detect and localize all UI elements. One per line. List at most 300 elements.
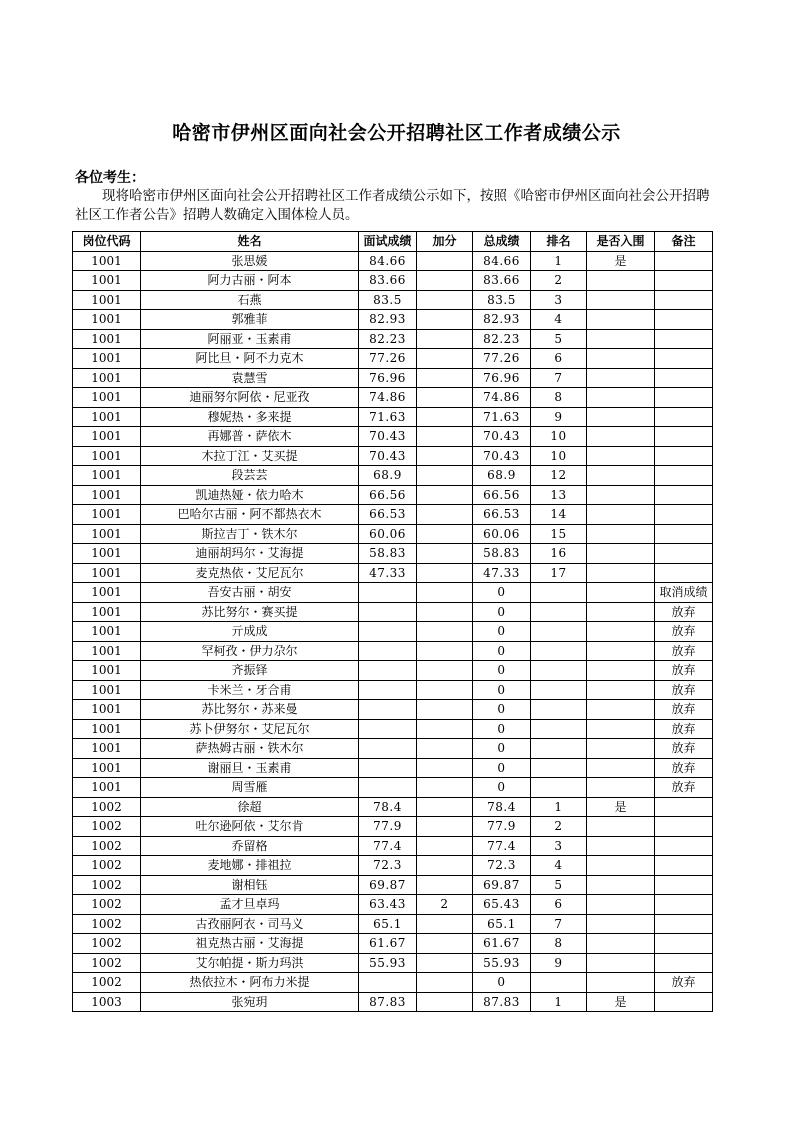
cell-interview-score: 63.43 xyxy=(359,895,417,915)
cell-shortlisted xyxy=(587,641,655,661)
cell-bonus xyxy=(417,563,473,583)
table-row xyxy=(73,700,713,720)
cell-rank: 12 xyxy=(531,466,587,486)
cell-shortlisted xyxy=(587,485,655,505)
table-header-row xyxy=(73,232,713,252)
cell-interview-score: 76.96 xyxy=(359,368,417,388)
cell-bonus xyxy=(417,407,473,427)
cell-interview-score: 61.67 xyxy=(359,934,417,954)
cell-interview-score: 84.66 xyxy=(359,251,417,271)
cell-interview-score: 72.3 xyxy=(359,856,417,876)
header-name: 姓名 xyxy=(141,232,359,252)
cell-name: 张宛玥 xyxy=(141,992,359,1012)
cell-rank: 14 xyxy=(531,505,587,525)
table-row xyxy=(73,310,713,330)
cell-rank xyxy=(531,622,587,642)
cell-shortlisted: 是 xyxy=(587,992,655,1012)
cell-rank: 10 xyxy=(531,446,587,466)
cell-post-code: 1001 xyxy=(73,563,141,583)
cell-bonus xyxy=(417,836,473,856)
header-shortlisted: 是否入围 xyxy=(587,232,655,252)
cell-remarks xyxy=(655,505,713,525)
cell-name: 祖克热古丽・艾海提 xyxy=(141,934,359,954)
cell-bonus xyxy=(417,856,473,876)
cell-total-score: 77.26 xyxy=(473,349,531,369)
cell-interview-score xyxy=(359,778,417,798)
cell-remarks: 放弃 xyxy=(655,602,713,622)
table-row xyxy=(73,797,713,817)
cell-remarks: 放弃 xyxy=(655,973,713,993)
table-row xyxy=(73,953,713,973)
cell-rank: 16 xyxy=(531,544,587,564)
intro-paragraph: 现将哈密市伊州区面向社会公开招聘社区工作者成绩公示如下，按照《哈密市伊州区面向社会公开招聘社区工作者公告》招聘人数确定入围体检人员。 xyxy=(75,188,710,223)
cell-rank xyxy=(531,973,587,993)
cell-post-code: 1001 xyxy=(73,310,141,330)
cell-bonus xyxy=(417,427,473,447)
cell-bonus: 2 xyxy=(417,895,473,915)
cell-name: 再娜普・萨依木 xyxy=(141,427,359,447)
cell-interview-score: 87.83 xyxy=(359,992,417,1012)
cell-post-code: 1002 xyxy=(73,934,141,954)
cell-total-score: 0 xyxy=(473,973,531,993)
cell-name: 古孜丽阿衣・司马义 xyxy=(141,914,359,934)
cell-total-score: 65.43 xyxy=(473,895,531,915)
cell-name: 徐超 xyxy=(141,797,359,817)
cell-rank: 7 xyxy=(531,368,587,388)
cell-shortlisted: 是 xyxy=(587,797,655,817)
cell-bonus xyxy=(417,251,473,271)
header-rank: 排名 xyxy=(531,232,587,252)
table-row xyxy=(73,485,713,505)
cell-interview-score: 47.33 xyxy=(359,563,417,583)
cell-name: 张思媛 xyxy=(141,251,359,271)
page-title: 哈密市伊州区面向社会公开招聘社区工作者成绩公示 xyxy=(172,122,621,144)
cell-total-score: 58.83 xyxy=(473,544,531,564)
cell-shortlisted xyxy=(587,875,655,895)
header-post-code: 岗位代码 xyxy=(73,232,141,252)
header-interview-score: 面试成绩 xyxy=(359,232,417,252)
cell-total-score: 68.9 xyxy=(473,466,531,486)
cell-shortlisted xyxy=(587,466,655,486)
cell-bonus xyxy=(417,290,473,310)
cell-total-score: 83.66 xyxy=(473,271,531,291)
cell-name: 亓成成 xyxy=(141,622,359,642)
cell-rank xyxy=(531,758,587,778)
cell-total-score: 70.43 xyxy=(473,427,531,447)
cell-shortlisted xyxy=(587,953,655,973)
cell-shortlisted xyxy=(587,973,655,993)
header-total-score: 总成绩 xyxy=(473,232,531,252)
cell-bonus xyxy=(417,524,473,544)
cell-post-code: 1002 xyxy=(73,973,141,993)
cell-bonus xyxy=(417,485,473,505)
cell-rank: 7 xyxy=(531,914,587,934)
cell-name: 苏卜伊努尔・艾尼瓦尔 xyxy=(141,719,359,739)
table-row xyxy=(73,895,713,915)
cell-post-code: 1001 xyxy=(73,505,141,525)
table-row xyxy=(73,388,713,408)
cell-bonus xyxy=(417,271,473,291)
cell-shortlisted xyxy=(587,700,655,720)
cell-bonus xyxy=(417,505,473,525)
cell-total-score: 60.06 xyxy=(473,524,531,544)
cell-name: 麦克热依・艾尼瓦尔 xyxy=(141,563,359,583)
cell-remarks xyxy=(655,485,713,505)
cell-interview-score: 77.26 xyxy=(359,349,417,369)
cell-total-score: 70.43 xyxy=(473,446,531,466)
cell-bonus xyxy=(417,466,473,486)
cell-name: 卡米兰・牙合甫 xyxy=(141,680,359,700)
cell-post-code: 1001 xyxy=(73,290,141,310)
table-row xyxy=(73,934,713,954)
cell-total-score: 61.67 xyxy=(473,934,531,954)
cell-remarks: 放弃 xyxy=(655,719,713,739)
cell-remarks xyxy=(655,544,713,564)
cell-total-score: 0 xyxy=(473,602,531,622)
cell-post-code: 1001 xyxy=(73,641,141,661)
cell-post-code: 1001 xyxy=(73,271,141,291)
cell-post-code: 1001 xyxy=(73,524,141,544)
table-row xyxy=(73,583,713,603)
cell-interview-score: 58.83 xyxy=(359,544,417,564)
cell-interview-score xyxy=(359,680,417,700)
cell-shortlisted xyxy=(587,934,655,954)
table-row xyxy=(73,505,713,525)
cell-post-code: 1002 xyxy=(73,817,141,837)
cell-remarks: 放弃 xyxy=(655,641,713,661)
cell-interview-score: 82.23 xyxy=(359,329,417,349)
cell-post-code: 1001 xyxy=(73,485,141,505)
cell-shortlisted xyxy=(587,778,655,798)
cell-name: 萨热姆古丽・铁木尔 xyxy=(141,739,359,759)
table-row xyxy=(73,349,713,369)
cell-total-score: 65.1 xyxy=(473,914,531,934)
cell-rank: 5 xyxy=(531,329,587,349)
cell-post-code: 1002 xyxy=(73,875,141,895)
cell-bonus xyxy=(417,992,473,1012)
cell-remarks xyxy=(655,875,713,895)
cell-interview-score: 66.56 xyxy=(359,485,417,505)
table-row xyxy=(73,680,713,700)
cell-interview-score xyxy=(359,602,417,622)
cell-name: 郭雅菲 xyxy=(141,310,359,330)
table-row xyxy=(73,661,713,681)
cell-post-code: 1001 xyxy=(73,388,141,408)
cell-bonus xyxy=(417,973,473,993)
cell-bonus xyxy=(417,817,473,837)
cell-interview-score: 74.86 xyxy=(359,388,417,408)
cell-name: 阿比旦・阿不力克木 xyxy=(141,349,359,369)
cell-post-code: 1001 xyxy=(73,680,141,700)
cell-post-code: 1001 xyxy=(73,700,141,720)
cell-rank xyxy=(531,602,587,622)
cell-shortlisted xyxy=(587,758,655,778)
cell-shortlisted xyxy=(587,329,655,349)
cell-total-score: 0 xyxy=(473,680,531,700)
cell-remarks xyxy=(655,836,713,856)
cell-total-score: 84.66 xyxy=(473,251,531,271)
cell-rank: 6 xyxy=(531,349,587,369)
cell-interview-score xyxy=(359,700,417,720)
cell-interview-score: 83.5 xyxy=(359,290,417,310)
cell-rank: 3 xyxy=(531,836,587,856)
cell-remarks xyxy=(655,329,713,349)
cell-remarks: 放弃 xyxy=(655,778,713,798)
table-row xyxy=(73,622,713,642)
cell-post-code: 1001 xyxy=(73,446,141,466)
cell-interview-score xyxy=(359,758,417,778)
table-row xyxy=(73,563,713,583)
cell-total-score: 82.93 xyxy=(473,310,531,330)
table-row xyxy=(73,856,713,876)
table-row xyxy=(73,719,713,739)
cell-shortlisted xyxy=(587,349,655,369)
cell-remarks xyxy=(655,446,713,466)
cell-total-score: 72.3 xyxy=(473,856,531,876)
cell-total-score: 66.56 xyxy=(473,485,531,505)
cell-name: 艾尔帕提・斯力玛洪 xyxy=(141,953,359,973)
cell-bonus xyxy=(417,641,473,661)
cell-shortlisted xyxy=(587,895,655,915)
cell-interview-score: 55.93 xyxy=(359,953,417,973)
greeting: 各位考生： xyxy=(75,170,145,186)
cell-shortlisted xyxy=(587,427,655,447)
cell-shortlisted xyxy=(587,524,655,544)
table-row xyxy=(73,524,713,544)
cell-remarks: 放弃 xyxy=(655,680,713,700)
cell-post-code: 1001 xyxy=(73,466,141,486)
cell-interview-score: 77.4 xyxy=(359,836,417,856)
cell-post-code: 1002 xyxy=(73,895,141,915)
cell-shortlisted xyxy=(587,388,655,408)
cell-name: 吐尔逊阿依・艾尔肯 xyxy=(141,817,359,837)
cell-shortlisted xyxy=(587,271,655,291)
cell-post-code: 1001 xyxy=(73,602,141,622)
cell-total-score: 0 xyxy=(473,719,531,739)
cell-rank: 2 xyxy=(531,271,587,291)
cell-remarks xyxy=(655,310,713,330)
cell-name: 谢丽旦・玉素甫 xyxy=(141,758,359,778)
table-row xyxy=(73,914,713,934)
cell-interview-score: 83.66 xyxy=(359,271,417,291)
cell-rank xyxy=(531,739,587,759)
cell-interview-score: 78.4 xyxy=(359,797,417,817)
cell-rank xyxy=(531,778,587,798)
cell-post-code: 1003 xyxy=(73,992,141,1012)
table-row xyxy=(73,973,713,993)
table-body xyxy=(73,251,713,1012)
cell-rank: 6 xyxy=(531,895,587,915)
cell-rank xyxy=(531,583,587,603)
cell-rank: 1 xyxy=(531,992,587,1012)
cell-interview-score: 71.63 xyxy=(359,407,417,427)
cell-shortlisted xyxy=(587,836,655,856)
cell-shortlisted xyxy=(587,622,655,642)
cell-name: 孟才旦卓玛 xyxy=(141,895,359,915)
cell-shortlisted xyxy=(587,505,655,525)
cell-total-score: 0 xyxy=(473,739,531,759)
cell-post-code: 1001 xyxy=(73,427,141,447)
cell-post-code: 1001 xyxy=(73,544,141,564)
cell-total-score: 76.96 xyxy=(473,368,531,388)
cell-total-score: 55.93 xyxy=(473,953,531,973)
cell-interview-score: 82.93 xyxy=(359,310,417,330)
cell-shortlisted xyxy=(587,817,655,837)
cell-post-code: 1002 xyxy=(73,914,141,934)
cell-shortlisted xyxy=(587,856,655,876)
cell-rank: 3 xyxy=(531,290,587,310)
cell-interview-score xyxy=(359,641,417,661)
cell-interview-score xyxy=(359,661,417,681)
cell-bonus xyxy=(417,739,473,759)
cell-name: 迪丽努尔阿依・尼亚孜 xyxy=(141,388,359,408)
cell-shortlisted xyxy=(587,680,655,700)
cell-rank: 9 xyxy=(531,953,587,973)
cell-bonus xyxy=(417,778,473,798)
cell-interview-score: 65.1 xyxy=(359,914,417,934)
cell-interview-score: 68.9 xyxy=(359,466,417,486)
cell-interview-score: 69.87 xyxy=(359,875,417,895)
cell-total-score: 69.87 xyxy=(473,875,531,895)
cell-bonus xyxy=(417,680,473,700)
cell-rank xyxy=(531,680,587,700)
results-table xyxy=(72,231,713,1012)
cell-total-score: 77.9 xyxy=(473,817,531,837)
cell-name: 巴哈尔古丽・阿不都热衣木 xyxy=(141,505,359,525)
cell-interview-score: 77.9 xyxy=(359,817,417,837)
cell-remarks xyxy=(655,466,713,486)
cell-rank: 8 xyxy=(531,388,587,408)
cell-post-code: 1001 xyxy=(73,719,141,739)
cell-rank: 17 xyxy=(531,563,587,583)
cell-remarks xyxy=(655,407,713,427)
cell-shortlisted xyxy=(587,661,655,681)
table-row xyxy=(73,446,713,466)
table-row xyxy=(73,329,713,349)
cell-total-score: 0 xyxy=(473,758,531,778)
cell-bonus xyxy=(417,797,473,817)
table-row xyxy=(73,271,713,291)
cell-bonus xyxy=(417,544,473,564)
table-row xyxy=(73,641,713,661)
table-row xyxy=(73,602,713,622)
cell-shortlisted: 是 xyxy=(587,251,655,271)
cell-name: 吾安古丽・胡安 xyxy=(141,583,359,603)
cell-shortlisted xyxy=(587,310,655,330)
cell-bonus xyxy=(417,349,473,369)
cell-remarks xyxy=(655,934,713,954)
cell-bonus xyxy=(417,875,473,895)
cell-total-score: 87.83 xyxy=(473,992,531,1012)
table-row xyxy=(73,739,713,759)
cell-bonus xyxy=(417,719,473,739)
cell-total-score: 0 xyxy=(473,583,531,603)
cell-interview-score: 60.06 xyxy=(359,524,417,544)
cell-name: 谢相钰 xyxy=(141,875,359,895)
cell-remarks xyxy=(655,271,713,291)
cell-bonus xyxy=(417,934,473,954)
table-row xyxy=(73,368,713,388)
cell-shortlisted xyxy=(587,368,655,388)
cell-total-score: 82.23 xyxy=(473,329,531,349)
cell-bonus xyxy=(417,368,473,388)
cell-remarks xyxy=(655,524,713,544)
cell-name: 斯拉吉丁・铁木尔 xyxy=(141,524,359,544)
cell-shortlisted xyxy=(587,739,655,759)
cell-remarks: 放弃 xyxy=(655,622,713,642)
table-row xyxy=(73,427,713,447)
cell-shortlisted xyxy=(587,602,655,622)
cell-post-code: 1002 xyxy=(73,856,141,876)
cell-total-score: 77.4 xyxy=(473,836,531,856)
cell-post-code: 1001 xyxy=(73,661,141,681)
cell-shortlisted xyxy=(587,563,655,583)
cell-rank: 9 xyxy=(531,407,587,427)
cell-bonus xyxy=(417,758,473,778)
cell-shortlisted xyxy=(587,407,655,427)
cell-rank: 2 xyxy=(531,817,587,837)
cell-name: 木拉丁江・艾买提 xyxy=(141,446,359,466)
cell-post-code: 1002 xyxy=(73,836,141,856)
cell-remarks xyxy=(655,388,713,408)
cell-interview-score xyxy=(359,973,417,993)
cell-bonus xyxy=(417,622,473,642)
cell-total-score: 0 xyxy=(473,622,531,642)
cell-interview-score: 66.53 xyxy=(359,505,417,525)
table-row xyxy=(73,992,713,1012)
cell-rank: 4 xyxy=(531,310,587,330)
cell-bonus xyxy=(417,329,473,349)
cell-post-code: 1001 xyxy=(73,778,141,798)
table-row xyxy=(73,875,713,895)
cell-remarks xyxy=(655,914,713,934)
cell-post-code: 1001 xyxy=(73,251,141,271)
table-row xyxy=(73,407,713,427)
cell-total-score: 74.86 xyxy=(473,388,531,408)
cell-shortlisted xyxy=(587,914,655,934)
cell-remarks xyxy=(655,953,713,973)
cell-rank: 1 xyxy=(531,797,587,817)
cell-remarks xyxy=(655,895,713,915)
cell-shortlisted xyxy=(587,583,655,603)
cell-interview-score xyxy=(359,583,417,603)
cell-rank: 5 xyxy=(531,875,587,895)
cell-bonus xyxy=(417,602,473,622)
cell-post-code: 1001 xyxy=(73,407,141,427)
cell-rank: 13 xyxy=(531,485,587,505)
cell-name: 罕柯孜・伊力尕尔 xyxy=(141,641,359,661)
cell-name: 麦地娜・排祖拉 xyxy=(141,856,359,876)
cell-rank: 15 xyxy=(531,524,587,544)
cell-bonus xyxy=(417,914,473,934)
cell-bonus xyxy=(417,953,473,973)
cell-total-score: 83.5 xyxy=(473,290,531,310)
cell-post-code: 1001 xyxy=(73,622,141,642)
cell-interview-score: 70.43 xyxy=(359,446,417,466)
cell-remarks: 放弃 xyxy=(655,739,713,759)
cell-name: 苏比努尔・苏来曼 xyxy=(141,700,359,720)
cell-remarks xyxy=(655,992,713,1012)
cell-total-score: 0 xyxy=(473,661,531,681)
cell-total-score: 47.33 xyxy=(473,563,531,583)
cell-post-code: 1002 xyxy=(73,953,141,973)
cell-name: 段芸芸 xyxy=(141,466,359,486)
cell-remarks: 放弃 xyxy=(655,661,713,681)
cell-name: 阿丽亚・玉素甫 xyxy=(141,329,359,349)
header-remarks: 备注 xyxy=(655,232,713,252)
cell-name: 凯迪热娅・依力哈木 xyxy=(141,485,359,505)
cell-rank xyxy=(531,661,587,681)
